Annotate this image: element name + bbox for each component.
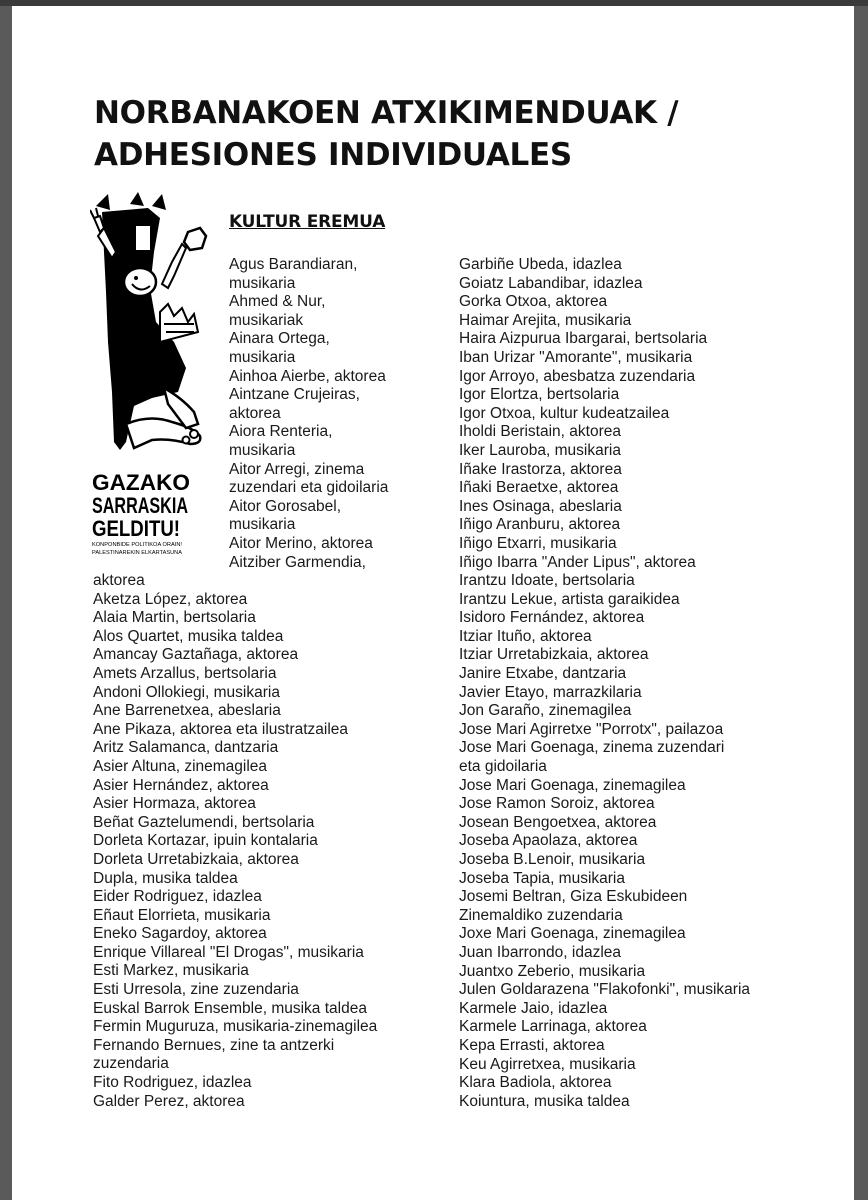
list-item: Eider Rodriguez, idazlea xyxy=(93,888,262,906)
list-item: Iñigo Aranburu, aktorea xyxy=(459,516,621,534)
title-line-2: ADHESIONES INDIVIDUALES xyxy=(94,137,572,173)
list-item: Aitor Arregi, zinema xyxy=(229,460,365,478)
list-item: Haimar Arejita, musikaria xyxy=(459,311,632,329)
list-item: Dorleta Kortazar, ipuin kontalaria xyxy=(93,832,318,850)
list-item: Amets Arzallus, bertsolaria xyxy=(93,664,277,682)
list-item: Koiuntura, musika taldea xyxy=(459,1092,630,1110)
list-item: Aitor Gorosabel, xyxy=(229,497,341,515)
page-title xyxy=(94,92,794,176)
list-item: Itziar Ituño, aktorea xyxy=(459,627,592,645)
list-item: Julen Goldarazena "Flakofonki", musikaria xyxy=(459,981,751,999)
list-item: Jose Mari Goenaga, zinemagilea xyxy=(459,776,686,794)
list-item: Aintzane Crujeiras, xyxy=(229,386,360,404)
list-item: Aiora Renteria, xyxy=(229,423,333,441)
list-item: Iker Lauroba, musikaria xyxy=(459,441,621,459)
logo-line-1: GAZAKO xyxy=(92,470,190,495)
list-item: zuzendari eta gidoilaria xyxy=(229,479,389,497)
list-item: Aitziber Garmendia, xyxy=(229,553,366,571)
list-item: musikaria xyxy=(229,441,296,459)
list-item: Eneko Sagardoy, aktorea xyxy=(93,925,267,943)
list-item: Irantzu Idoate, bertsolaria xyxy=(459,572,635,590)
list-item: Karmele Larrinaga, aktorea xyxy=(459,1018,647,1036)
list-item: Dorleta Urretabizkaia, aktorea xyxy=(93,850,299,868)
list-item: Iñigo Ibarra "Ander Lipus", aktorea xyxy=(459,553,696,571)
list-item: Enrique Villareal "El Drogas", musikaria xyxy=(93,943,364,961)
list-item: Jon Garaño, zinemagilea xyxy=(459,702,632,720)
section-heading: KULTUR EREMUA xyxy=(229,212,386,232)
names-list-column-a-top xyxy=(229,256,459,572)
list-item: Ane Barrenetxea, abeslaria xyxy=(93,702,281,720)
list-item: musikaria xyxy=(229,516,296,534)
list-item: Joseba Tapia, musikaria xyxy=(459,869,625,887)
names-list-column-b xyxy=(459,256,849,1111)
list-item: Fermin Muguruza, musikaria-zinemagilea xyxy=(93,1018,378,1036)
list-item: Joxe Mari Goenaga, zinemagilea xyxy=(459,925,686,943)
list-item: Aritz Salamanca, dantzaria xyxy=(93,739,279,757)
list-item: Irantzu Lekue, artista garaikidea xyxy=(459,590,680,608)
list-item: Asier Hormaza, aktorea xyxy=(93,795,256,813)
title-line-1: NORBANAKOEN ATXIKIMENDUAK / xyxy=(94,95,679,131)
list-item: Ines Osinaga, abeslaria xyxy=(459,497,622,515)
list-item: Iholdi Beristain, aktorea xyxy=(459,423,621,441)
list-item: Esti Urresola, zine zuzendaria xyxy=(93,981,299,999)
list-item: Joseba B.Lenoir, musikaria xyxy=(459,851,646,868)
list-item: zuzendaria xyxy=(93,1055,169,1073)
logo-illustration xyxy=(90,192,206,450)
list-item: Igor Elortza, bertsolaria xyxy=(459,386,620,404)
list-item: Iñake Irastorza, aktorea xyxy=(459,460,622,478)
list-item: Euskal Barrok Ensemble, musika taldea xyxy=(93,999,367,1017)
list-item: Igor Otxoa, kultur kudeatzailea xyxy=(459,404,670,422)
list-item: Ainhoa Aierbe, aktorea xyxy=(229,367,386,385)
list-item: Josean Bengoetxea, aktorea xyxy=(459,813,657,831)
list-item: Amancay Gaztañaga, aktorea xyxy=(93,646,299,664)
names-list-column-a-bottom xyxy=(93,572,453,1111)
list-item: Aitor Merino, aktorea xyxy=(229,534,373,552)
list-item: aktorea xyxy=(229,404,281,422)
list-item: Andoni Ollokiegi, musikaria xyxy=(93,683,280,701)
list-item: Ainara Ortega, xyxy=(229,330,330,348)
list-item: Eñaut Elorrieta, musikaria xyxy=(93,906,271,924)
list-item: Josemi Beltran, Giza Eskubideen xyxy=(459,888,688,906)
list-item: Asier Hernández, aktorea xyxy=(93,776,269,794)
list-item: eta gidoilaria xyxy=(459,758,547,776)
list-item: Fito Rodriguez, idazlea xyxy=(93,1074,252,1092)
list-item: Iban Urizar "Amorante", musikaria xyxy=(459,348,693,366)
list-item: Isidoro Fernández, aktorea xyxy=(459,609,645,627)
list-item: Iñigo Etxarri, musikaria xyxy=(459,534,617,552)
logo-tagline-1: KONPONBIDE POLITIKOA ORAIN! xyxy=(92,542,183,548)
document-page xyxy=(12,6,854,1200)
list-item: musikariak xyxy=(229,311,304,329)
list-item: Gorka Otxoa, aktorea xyxy=(459,293,608,311)
list-item: Karmele Jaio, idazlea xyxy=(459,999,608,1017)
list-item: Juan Ibarrondo, idazlea xyxy=(459,943,622,961)
list-item: Juantxo Zeberio, musikaria xyxy=(459,962,646,980)
list-item: Garbiñe Ubeda, idazlea xyxy=(459,256,622,273)
list-item: musikaria xyxy=(229,274,296,292)
list-item: Ahmed & Nur, xyxy=(229,293,326,311)
list-item: Joseba Apaolaza, aktorea xyxy=(459,832,638,850)
list-item: Jose Mari Goenaga, zinema zuzendari xyxy=(459,739,725,757)
list-item: Fernando Bernues, zine ta antzerki xyxy=(93,1036,335,1054)
list-item: Kepa Errasti, aktorea xyxy=(459,1036,605,1054)
list-item: Haira Aizpurua Ibargarai, bertsolaria xyxy=(459,330,708,348)
list-item: Igor Arroyo, abesbatza zuzendaria xyxy=(459,367,696,385)
list-item: Jose Mari Agirretxe "Porrotx", pailazoa xyxy=(459,720,724,738)
list-item: Alos Quartet, musika taldea xyxy=(93,627,284,645)
list-item: Klara Badiola, aktorea xyxy=(459,1074,612,1092)
list-item: Zinemaldiko zuzendaria xyxy=(459,906,623,924)
gazako-sarraskia-logo xyxy=(90,192,220,557)
list-item: musikaria xyxy=(229,348,296,366)
logo-line-2: SARRASKIA xyxy=(92,493,189,518)
list-item: Ane Pikaza, aktorea eta ilustratzailea xyxy=(93,720,349,738)
logo-line-3: GELDITU! xyxy=(92,516,180,541)
list-item: Esti Markez, musikaria xyxy=(93,962,249,980)
list-item: Dupla, musika taldea xyxy=(93,869,238,887)
list-item: Alaia Martin, bertsolaria xyxy=(93,609,256,627)
list-item: Janire Etxabe, dantzaria xyxy=(459,665,627,683)
list-item: Asier Altuna, zinemagilea xyxy=(93,757,268,775)
list-item: Galder Perez, aktorea xyxy=(93,1092,245,1110)
list-item: Iñaki Beraetxe, aktorea xyxy=(459,479,619,497)
list-item: Goiatz Labandibar, idazlea xyxy=(459,274,643,292)
list-item: Keu Agirretxea, musikaria xyxy=(459,1055,636,1073)
logo-tagline-2: PALESTINAREKIN ELKARTASUNA xyxy=(92,550,183,556)
list-item: Aketza López, aktorea xyxy=(93,590,248,608)
list-item: Javier Etayo, marrazkilaria xyxy=(459,683,642,701)
list-item: Agus Barandiaran, xyxy=(229,256,358,273)
list-item: Beñat Gaztelumendi, bertsolaria xyxy=(93,813,315,831)
list-item: Itziar Urretabizkaia, aktorea xyxy=(459,646,649,664)
list-item: Jose Ramon Soroiz, aktorea xyxy=(459,795,655,813)
list-item: aktorea xyxy=(93,572,145,589)
